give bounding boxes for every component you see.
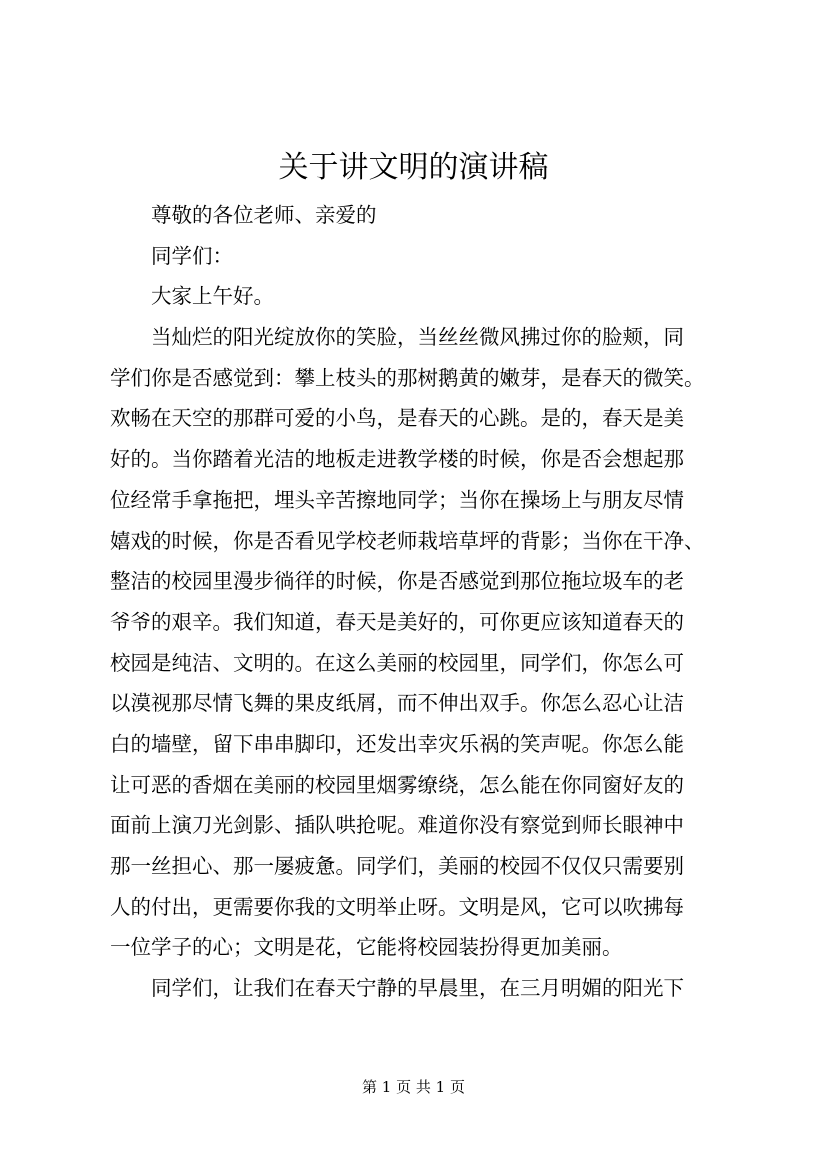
paragraph-line: 位经常手拿拖把，埋头辛苦擦地同学；当你在操场上与朋友尽情 — [110, 487, 684, 512]
paragraph-line: 校园是纯洁、文明的。在这么美丽的校园里，同学们，你怎么可 — [110, 650, 684, 675]
paragraph-line: 人的付出，更需要你我的文明举止呀。文明是风，它可以吹拂每 — [110, 894, 684, 919]
page-number-footer: 第 1 页 共 1 页 — [362, 1078, 465, 1096]
paragraph-line: 学们你是否感觉到：攀上枝头的那树鹅黄的嫩芽，是春天的微笑。 — [110, 365, 705, 390]
paragraph-line: 嬉戏的时候，你是否看见学校老师栽培草坪的背影；当你在干净、 — [110, 528, 705, 553]
paragraph-line: 好的。当你踏着光洁的地板走进教学楼的时候，你是否会想起那 — [110, 447, 684, 472]
paragraph-line: 整洁的校园里漫步徜徉的时候，你是否感觉到那位拖垃圾车的老 — [110, 569, 684, 594]
paragraph-line: 面前上演刀光剑影、插队哄抢呢。难道你没有察觉到师长眼神中 — [110, 813, 684, 838]
document-title: 关于讲文明的演讲稿 — [278, 150, 549, 185]
salutation-line-2: 同学们： — [151, 243, 233, 268]
paragraph-line: 当灿烂的阳光绽放你的笑脸，当丝丝微风拂过你的脸颊，同 — [151, 325, 684, 350]
paragraph-line: 同学们，让我们在春天宁静的早晨里，在三月明媚的阳光下 — [151, 976, 684, 1001]
paragraph-line: 爷爷的艰辛。我们知道，春天是美好的，可你更应该知道春天的 — [110, 609, 684, 634]
paragraph-line: 那一丝担心、那一屡疲惫。同学们，美丽的校园不仅仅只需要别 — [110, 854, 684, 878]
paragraph-line: 白的墙壁，留下串串脚印，还发出幸灾乐祸的笑声呢。你怎么能 — [110, 731, 684, 756]
salutation-line-1: 尊敬的各位老师、亲爱的 — [151, 203, 377, 227]
greeting-line: 大家上午好。 — [151, 284, 274, 309]
paragraph-line: 以漠视那尽情飞舞的果皮纸屑，而不伸出双手。你怎么忍心让洁 — [110, 691, 684, 716]
paragraph-line: 欢畅在天空的那群可爱的小鸟，是春天的心跳。是的，春天是美 — [110, 406, 684, 431]
paragraph-line: 让可恶的香烟在美丽的校园里烟雾缭绕，怎么能在你同窗好友的 — [110, 772, 684, 797]
document-body — [110, 195, 730, 1009]
paragraph-line: 一位学子的心；文明是花，它能将校园装扮得更加美丽。 — [110, 935, 623, 960]
